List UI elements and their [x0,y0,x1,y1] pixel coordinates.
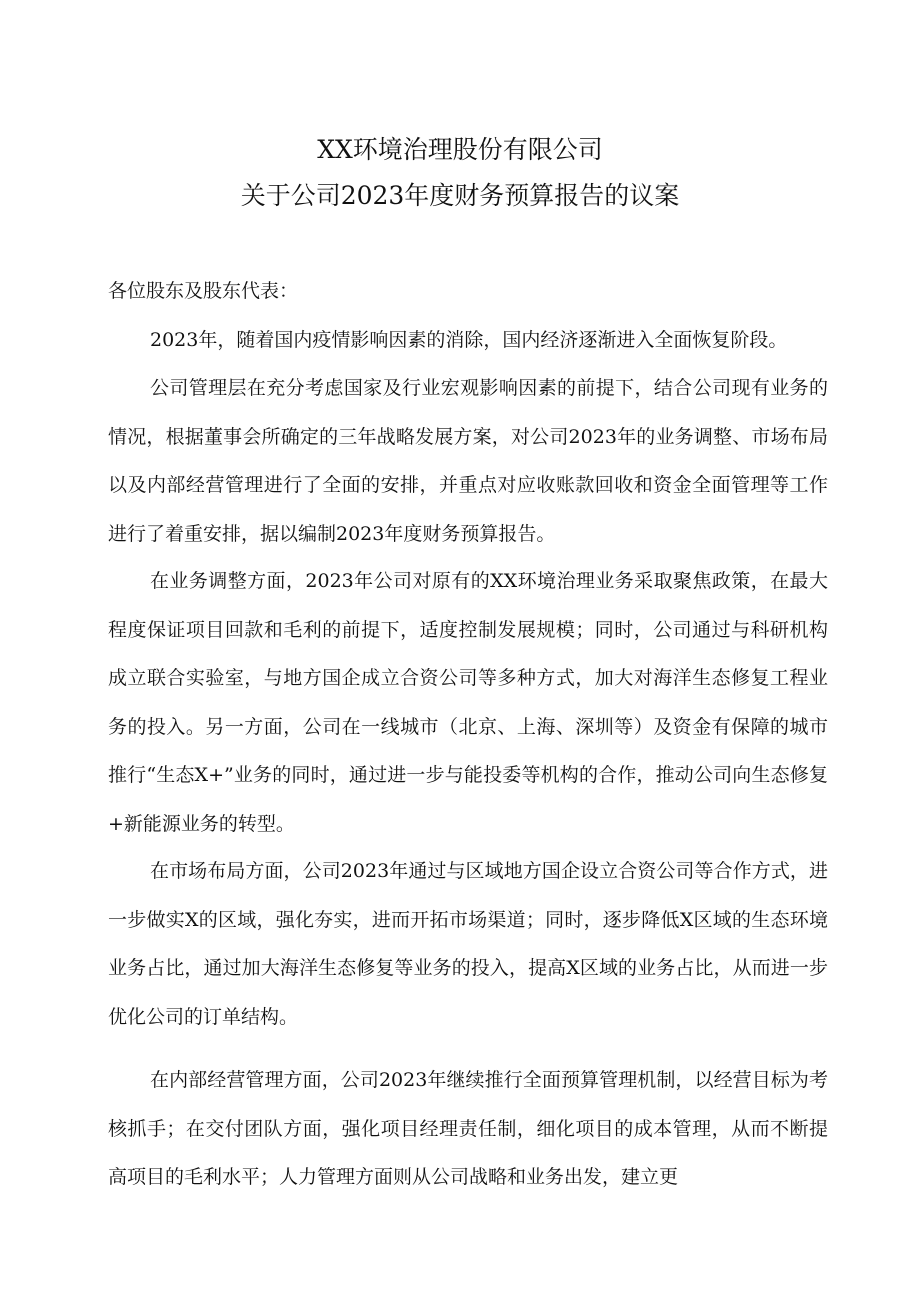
paragraph-business-adjustment: 在业务调整方面，2023年公司对原有的XX环境治理业务采取聚焦政策，在最大程度保证项目回款和毛利的前提下，适度控制发展规模；同时，公司通过与科研机构成立联合实验室，与地方国企成立合资公司等多种方式，加大对海洋生态修复工程业务的投入。另一方面，公司在一线城市（北京、上海、深圳等）及资金有保障的城市推行“生态X+”业务的同时，通过进一步与能投委等机构的合作，推动公司向生态修复+新能源业务的转型。 [108,570,828,835]
company-title: XX环境治理股份有限公司 [317,135,603,164]
proposal-title: 关于公司2023年度财务预算报告的议案 [240,181,680,210]
paragraph-management-planning: 公司管理层在充分考虑国家及行业宏观影响因素的前提下，结合公司现有业务的情况，根据董事会所确定的三年战略发展方案，对公司2023年的业务调整、市场布局以及内部经营管理进行了全面的安排，并重点对应收账款回收和资金全面管理等工作进行了着重安排，据以编制2023年度财务预算报告。 [108,377,828,545]
salutation: 各位股东及股东代表： [108,280,299,302]
paragraph-internal-management: 在内部经营管理方面，公司2023年继续推行全面预算管理机制，以经营目标为考核抓手；在交付团队方面，强化项目经理责任制，细化项目的成本管理，从而不断提高项目的毛利水平；人力管理方面则从公司战略和业务出发，建立更 [108,1069,828,1188]
paragraph-market-layout: 在市场布局方面，公司2023年通过与区域地方国企设立合资公司等合作方式，进一步做实X的区域，强化夯实，进而开拓市场渠道；同时，逐步降低X区域的生态环境业务占比，通过加大海洋生态修复等业务的投入，提高X区域的业务占比，从而进一步优化公司的订单结构。 [108,860,828,1028]
paragraph-economy-recovery: 2023年，随着国内疫情影响因素的消除，国内经济逐渐进入全面恢复阶段。 [150,329,788,351]
